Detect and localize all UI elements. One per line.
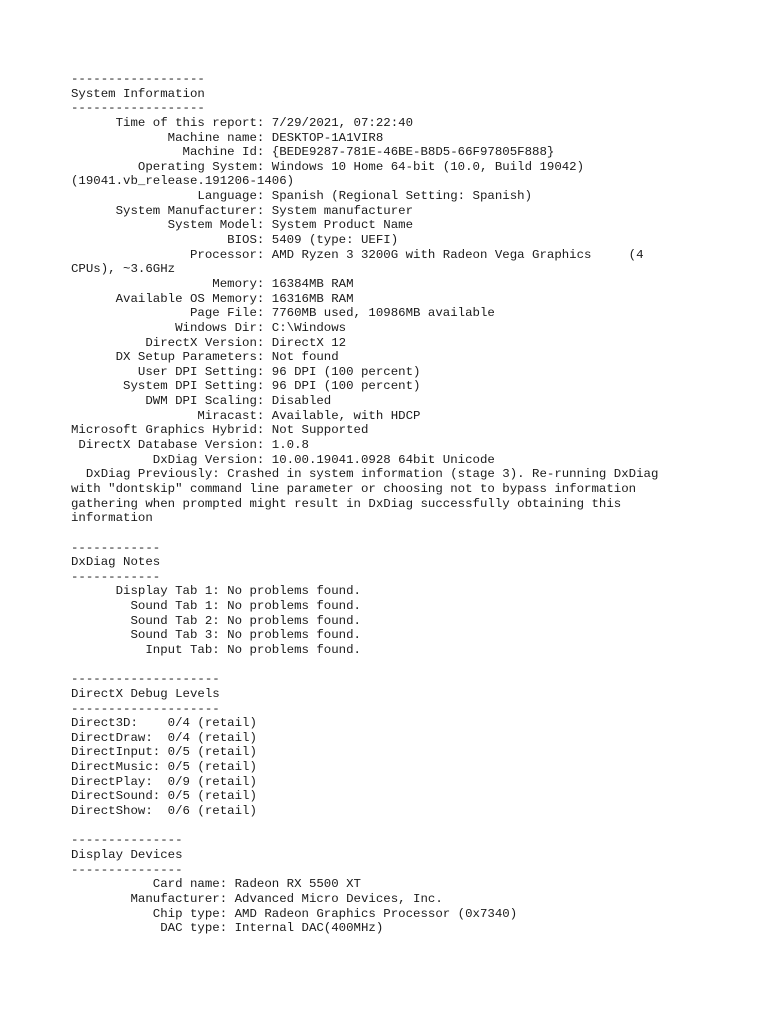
report-line: DirectDraw: 0/4 (retail) [71, 730, 257, 745]
report-line: gathering when prompted might result in DxDiag successfully obtaining this [71, 496, 622, 511]
report-line: DX Setup Parameters: Not found [71, 350, 339, 365]
report-line: User DPI Setting: 96 DPI (100 percent) [71, 364, 421, 379]
report-line: Available OS Memory: 16316MB RAM [71, 291, 354, 306]
dxdiag-report [71, 72, 751, 936]
report-line: Operating System: Windows 10 Home 64-bit (10.0, Build 19042) [71, 159, 585, 174]
report-line: Microsoft Graphics Hybrid: Not Supported [71, 423, 369, 438]
report-line: Input Tab: No problems found. [71, 642, 361, 657]
report-line [71, 819, 751, 834]
report-line: DAC type: Internal DAC(400MHz) [71, 921, 384, 936]
report-line: with "dontskip" command line parameter or choosing not to bypass information [71, 481, 637, 496]
report-line: DirectX Debug Levels [71, 686, 220, 701]
report-line: Manufacturer: Advanced Micro Devices, Inc. [71, 891, 443, 906]
report-line: ------------------ [71, 72, 205, 86]
report-line: --------------- [71, 862, 183, 877]
report-line: DirectInput: 0/5 (retail) [71, 745, 257, 760]
report-line: System Information [71, 86, 205, 101]
report-line: (19041.vb_release.191206-1406) [71, 174, 295, 189]
report-line: Machine name: DESKTOP-1A1VIR8 [71, 130, 384, 145]
report-line: -------------------- [71, 672, 220, 687]
report-line: information [71, 511, 153, 526]
report-line: Card name: Radeon RX 5500 XT [71, 877, 361, 892]
report-line: DWM DPI Scaling: Disabled [71, 394, 332, 409]
report-line: DirectPlay: 0/9 (retail) [71, 774, 257, 789]
report-line: -------------------- [71, 701, 220, 716]
report-line [71, 526, 751, 541]
report-line: Machine Id: {BEDE9287-781E-46BE-B8D5-66F97805F888} [71, 145, 555, 160]
report-line: Miracast: Available, with HDCP [71, 408, 421, 423]
report-line: Windows Dir: C:\Windows [71, 320, 347, 335]
report-line [71, 658, 751, 673]
report-line: DirectMusic: 0/5 (retail) [71, 760, 257, 775]
report-line: Chip type: AMD Radeon Graphics Processor (0x7340) [71, 906, 518, 921]
report-line: DxDiag Version: 10.00.19041.0928 64bit Unicode [71, 452, 495, 467]
report-line: ------------ [71, 569, 161, 584]
report-line: BIOS: 5409 (type: UEFI) [71, 233, 399, 248]
report-line: ------------ [71, 540, 161, 555]
report-line: DirectX Database Version: 1.0.8 [71, 438, 309, 453]
report-line: DirectX Version: DirectX 12 [71, 335, 347, 350]
report-line: Direct3D: 0/4 (retail) [71, 716, 257, 731]
report-line: System Model: System Product Name [71, 218, 414, 233]
report-line: Memory: 16384MB RAM [71, 276, 354, 291]
report-line: DirectSound: 0/5 (retail) [71, 789, 257, 804]
report-line: --------------- [71, 833, 183, 848]
report-line: DirectShow: 0/6 (retail) [71, 804, 257, 819]
report-line: System Manufacturer: System manufacturer [71, 203, 414, 218]
report-line: Sound Tab 1: No problems found. [71, 599, 361, 614]
report-line: Sound Tab 2: No problems found. [71, 613, 361, 628]
report-line: System DPI Setting: 96 DPI (100 percent) [71, 379, 421, 394]
report-line: Page File: 7760MB used, 10986MB available [71, 306, 495, 321]
report-line: DxDiag Previously: Crashed in system information (stage 3). Re-running DxDiag [71, 467, 659, 482]
report-line: Processor: AMD Ryzen 3 3200G with Radeon Vega Graphics (4 [71, 247, 644, 262]
report-line: ------------------ [71, 101, 205, 116]
report-line: Sound Tab 3: No problems found. [71, 628, 361, 643]
report-line: Time of this report: 7/29/2021, 07:22:40 [71, 115, 414, 130]
report-line: CPUs), ~3.6GHz [71, 262, 176, 277]
report-line: DxDiag Notes [71, 555, 161, 570]
report-line: Language: Spanish (Regional Setting: Spanish) [71, 189, 533, 204]
report-line: Display Tab 1: No problems found. [71, 584, 361, 599]
report-line: Display Devices [71, 847, 183, 862]
